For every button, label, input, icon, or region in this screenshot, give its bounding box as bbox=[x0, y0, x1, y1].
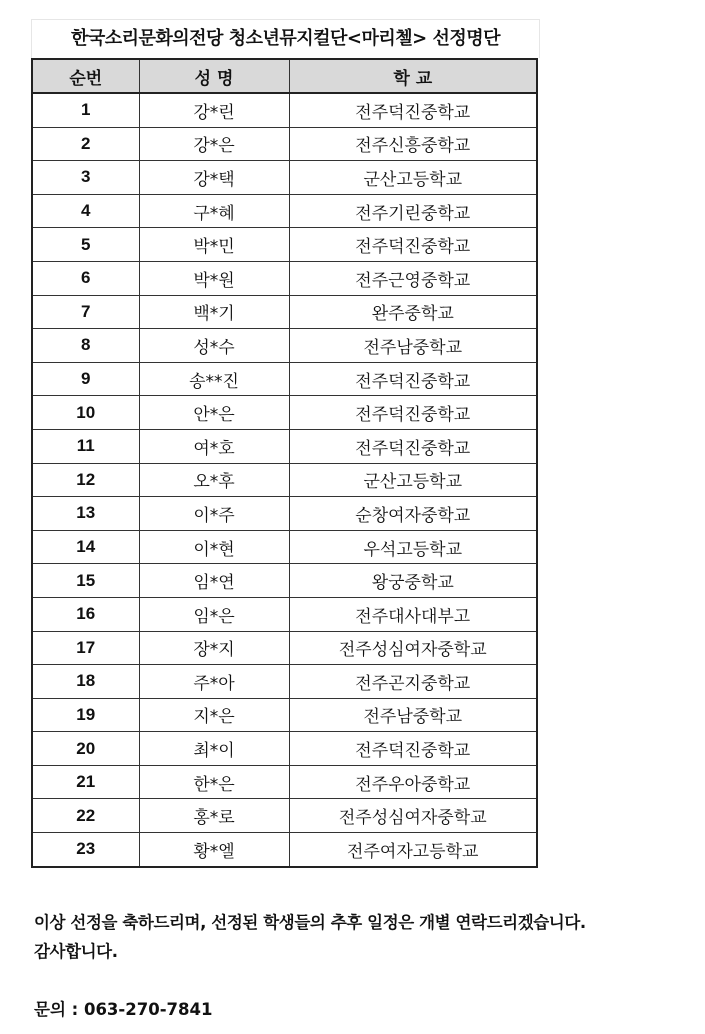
cell-number: 7 bbox=[32, 295, 139, 329]
table-row bbox=[32, 698, 537, 732]
cell-school: 전주우아중학교 bbox=[289, 765, 537, 799]
cell-number: 5 bbox=[32, 228, 139, 262]
cell-number: 14 bbox=[32, 530, 139, 564]
cell-name: 임*연 bbox=[139, 564, 289, 598]
table-row bbox=[32, 530, 537, 564]
cell-number: 13 bbox=[32, 497, 139, 531]
cell-name: 송**진 bbox=[139, 362, 289, 396]
notice-line-2: 감사합니다. bbox=[34, 942, 118, 961]
table-row bbox=[32, 799, 537, 833]
table-row bbox=[32, 396, 537, 430]
table-row bbox=[32, 732, 537, 766]
cell-school: 전주여자고등학교 bbox=[289, 833, 537, 867]
table-row bbox=[32, 261, 537, 295]
cell-name: 강*은 bbox=[139, 127, 289, 161]
cell-school: 군산고등학교 bbox=[289, 161, 537, 195]
cell-number: 6 bbox=[32, 261, 139, 295]
header-number: 순번 bbox=[32, 59, 139, 93]
cell-name: 백*기 bbox=[139, 295, 289, 329]
cell-name: 주*아 bbox=[139, 665, 289, 699]
roster-sheet bbox=[31, 19, 540, 868]
table-row bbox=[32, 765, 537, 799]
cell-number: 20 bbox=[32, 732, 139, 766]
table-row bbox=[32, 833, 537, 867]
table-row bbox=[32, 329, 537, 363]
table-row bbox=[32, 497, 537, 531]
table-row bbox=[32, 429, 537, 463]
cell-name: 장*지 bbox=[139, 631, 289, 665]
cell-number: 16 bbox=[32, 597, 139, 631]
cell-school: 우석고등학교 bbox=[289, 530, 537, 564]
cell-number: 12 bbox=[32, 463, 139, 497]
header-name: 성 명 bbox=[139, 59, 289, 93]
cell-name: 여*호 bbox=[139, 429, 289, 463]
selection-table bbox=[31, 58, 538, 868]
notice-text bbox=[34, 908, 704, 966]
table-row bbox=[32, 597, 537, 631]
table-row bbox=[32, 127, 537, 161]
cell-name: 한*은 bbox=[139, 765, 289, 799]
cell-name: 이*현 bbox=[139, 530, 289, 564]
cell-number: 22 bbox=[32, 799, 139, 833]
cell-number: 23 bbox=[32, 833, 139, 867]
document-title: 한국소리문화의전당 청소년뮤지컬단<마리첼> 선정명단 bbox=[31, 19, 540, 58]
cell-name: 강*택 bbox=[139, 161, 289, 195]
cell-school: 전주덕진중학교 bbox=[289, 93, 537, 127]
table-row bbox=[32, 228, 537, 262]
table-body bbox=[32, 93, 537, 867]
notice-line-1: 이상 선정을 축하드리며, 선정된 학생들의 추후 일정은 개별 연락드리겠습니다. bbox=[34, 913, 586, 932]
contact-info: 문의 : 063-270-7841 bbox=[34, 1000, 213, 1019]
cell-number: 2 bbox=[32, 127, 139, 161]
cell-school: 전주기린중학교 bbox=[289, 194, 537, 228]
cell-number: 11 bbox=[32, 429, 139, 463]
cell-school: 전주남중학교 bbox=[289, 329, 537, 363]
table-row bbox=[32, 194, 537, 228]
cell-name: 박*원 bbox=[139, 261, 289, 295]
cell-name: 강*린 bbox=[139, 93, 289, 127]
table-row bbox=[32, 295, 537, 329]
cell-school: 전주대사대부고 bbox=[289, 597, 537, 631]
cell-number: 8 bbox=[32, 329, 139, 363]
table-header-row bbox=[32, 59, 537, 93]
table-row bbox=[32, 161, 537, 195]
table-row bbox=[32, 631, 537, 665]
cell-name: 성*수 bbox=[139, 329, 289, 363]
cell-name: 최*이 bbox=[139, 732, 289, 766]
cell-number: 3 bbox=[32, 161, 139, 195]
cell-school: 전주곤지중학교 bbox=[289, 665, 537, 699]
cell-name: 오*후 bbox=[139, 463, 289, 497]
cell-number: 18 bbox=[32, 665, 139, 699]
cell-number: 9 bbox=[32, 362, 139, 396]
table-row bbox=[32, 93, 537, 127]
table-row bbox=[32, 362, 537, 396]
cell-school: 군산고등학교 bbox=[289, 463, 537, 497]
cell-name: 이*주 bbox=[139, 497, 289, 531]
cell-school: 전주신흥중학교 bbox=[289, 127, 537, 161]
cell-name: 안*은 bbox=[139, 396, 289, 430]
cell-name: 지*은 bbox=[139, 698, 289, 732]
cell-number: 1 bbox=[32, 93, 139, 127]
table-row bbox=[32, 665, 537, 699]
cell-number: 10 bbox=[32, 396, 139, 430]
cell-school: 전주덕진중학교 bbox=[289, 362, 537, 396]
cell-school: 전주덕진중학교 bbox=[289, 228, 537, 262]
cell-school: 전주근영중학교 bbox=[289, 261, 537, 295]
cell-name: 홍*로 bbox=[139, 799, 289, 833]
cell-number: 19 bbox=[32, 698, 139, 732]
cell-school: 전주성심여자중학교 bbox=[289, 799, 537, 833]
header-school: 학 교 bbox=[289, 59, 537, 93]
cell-school: 전주덕진중학교 bbox=[289, 732, 537, 766]
cell-school: 전주덕진중학교 bbox=[289, 396, 537, 430]
cell-name: 박*민 bbox=[139, 228, 289, 262]
cell-number: 15 bbox=[32, 564, 139, 598]
cell-school: 전주덕진중학교 bbox=[289, 429, 537, 463]
table-row bbox=[32, 564, 537, 598]
cell-name: 구*혜 bbox=[139, 194, 289, 228]
cell-school: 순창여자중학교 bbox=[289, 497, 537, 531]
cell-school: 왕궁중학교 bbox=[289, 564, 537, 598]
cell-number: 4 bbox=[32, 194, 139, 228]
cell-name: 황*엘 bbox=[139, 833, 289, 867]
cell-school: 전주성심여자중학교 bbox=[289, 631, 537, 665]
table-row bbox=[32, 463, 537, 497]
cell-name: 임*은 bbox=[139, 597, 289, 631]
cell-number: 21 bbox=[32, 765, 139, 799]
cell-school: 전주남중학교 bbox=[289, 698, 537, 732]
cell-number: 17 bbox=[32, 631, 139, 665]
cell-school: 완주중학교 bbox=[289, 295, 537, 329]
